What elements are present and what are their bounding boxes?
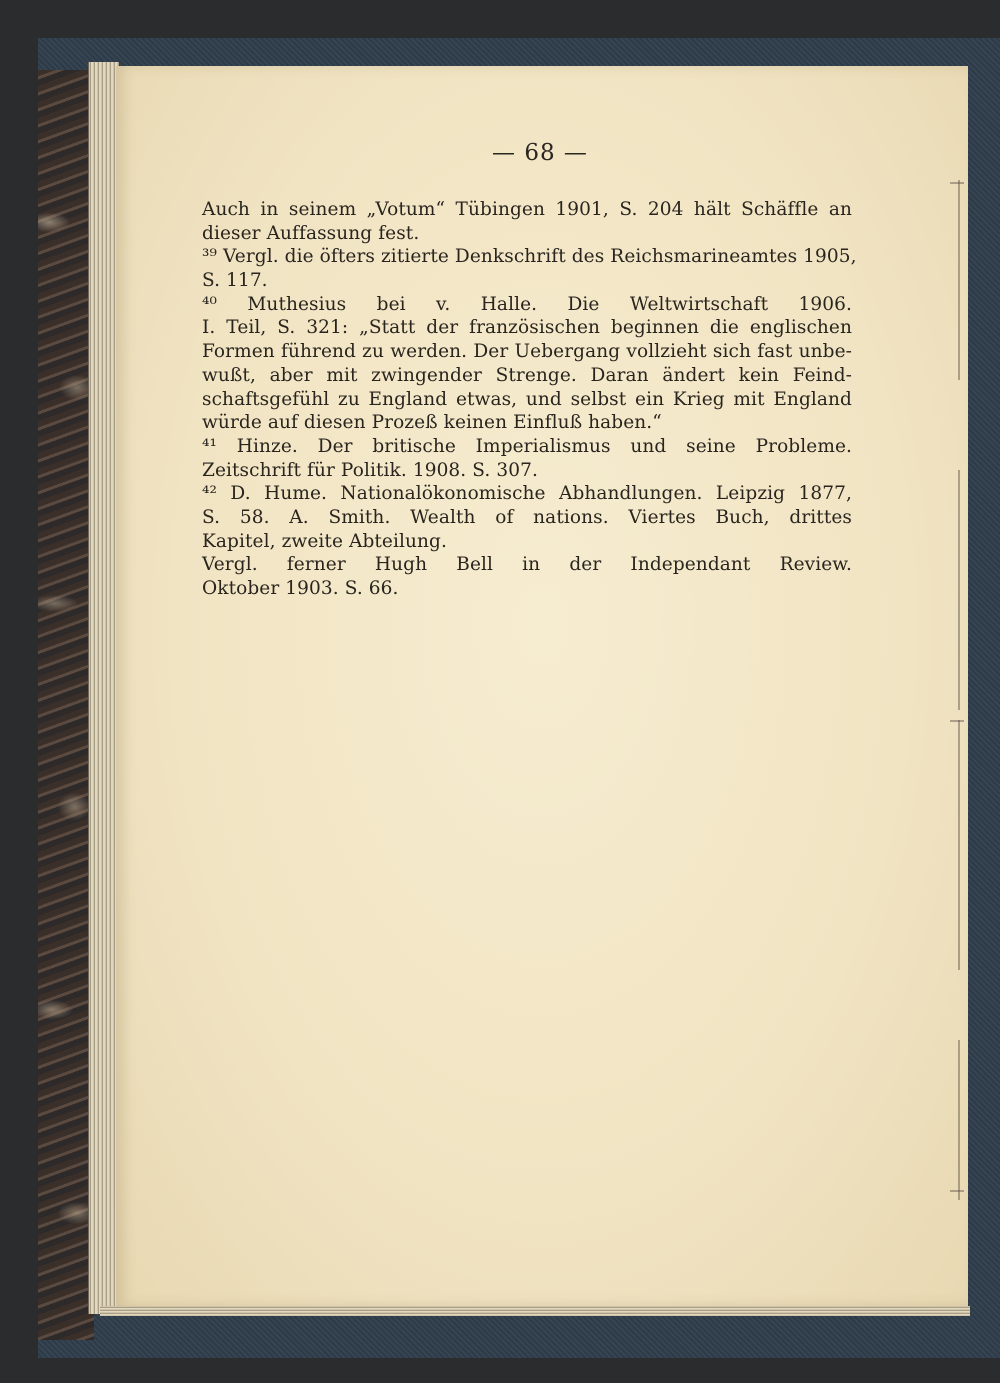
footnote-39: ³⁹ Vergl. die öfters zitierte Denkschrift des Reichsmarineamtes 1905, xyxy=(202,246,857,268)
margin-pencil-mark xyxy=(958,180,960,380)
text-line: Auch in seinem „Votum“ Tübingen 1901, S. 204 hält Schäffle an xyxy=(202,199,852,220)
text-line: Kapitel, zweite Abteilung. xyxy=(202,530,447,552)
page-edges-left xyxy=(88,62,119,1314)
text-line: Formen führend zu werden. Der Uebergang vollzieht sich fast unbe- xyxy=(202,341,852,363)
text-line: dieser Auffassung fest. xyxy=(202,222,420,244)
text-line: S. 117. xyxy=(202,270,268,292)
margin-pencil-mark xyxy=(958,470,960,710)
text-line: S. 58. A. Smith. Wealth of nations. Viertes Buch, drittes xyxy=(202,506,852,528)
text-line: I. Teil, S. 321: „Statt der französischen beginnen die englischen xyxy=(202,317,852,339)
text-line: Zeitschrift für Politik. 1908. S. 307. xyxy=(202,459,538,481)
text-line: wußt, aber mit zwingender Strenge. Daran ändert kein Feind- xyxy=(202,364,852,386)
page-number: — 68 — xyxy=(492,140,588,166)
footnote-40: ⁴⁰ Muthesius bei v. Halle. Die Weltwirtschaft 1906. xyxy=(202,293,852,315)
footnote-41: ⁴¹ Hinze. Der britische Imperialismus und seine Probleme. xyxy=(202,435,852,457)
margin-pencil-mark xyxy=(958,720,960,970)
footnote-42: ⁴² D. Hume. Nationalökonomische Abhandlungen. Leipzig 1877, xyxy=(202,483,852,505)
text-line: würde auf diesen Prozeß keinen Einfluß haben.“ xyxy=(202,412,662,434)
margin-pencil-mark xyxy=(950,182,964,184)
footnotes-text xyxy=(202,198,857,601)
text-line: Oktober 1903. S. 66. xyxy=(202,578,399,599)
text-line: Vergl. ferner Hugh Bell in der Independant Review. xyxy=(202,554,852,576)
margin-pencil-mark xyxy=(950,720,964,722)
page-edges-bottom xyxy=(100,1306,970,1316)
text-line: schaftsgefühl zu England etwas, und selbst ein Krieg mit England xyxy=(202,388,852,410)
margin-pencil-mark xyxy=(958,1040,960,1200)
margin-pencil-mark xyxy=(950,1190,964,1192)
marbled-endpaper xyxy=(38,70,94,1340)
